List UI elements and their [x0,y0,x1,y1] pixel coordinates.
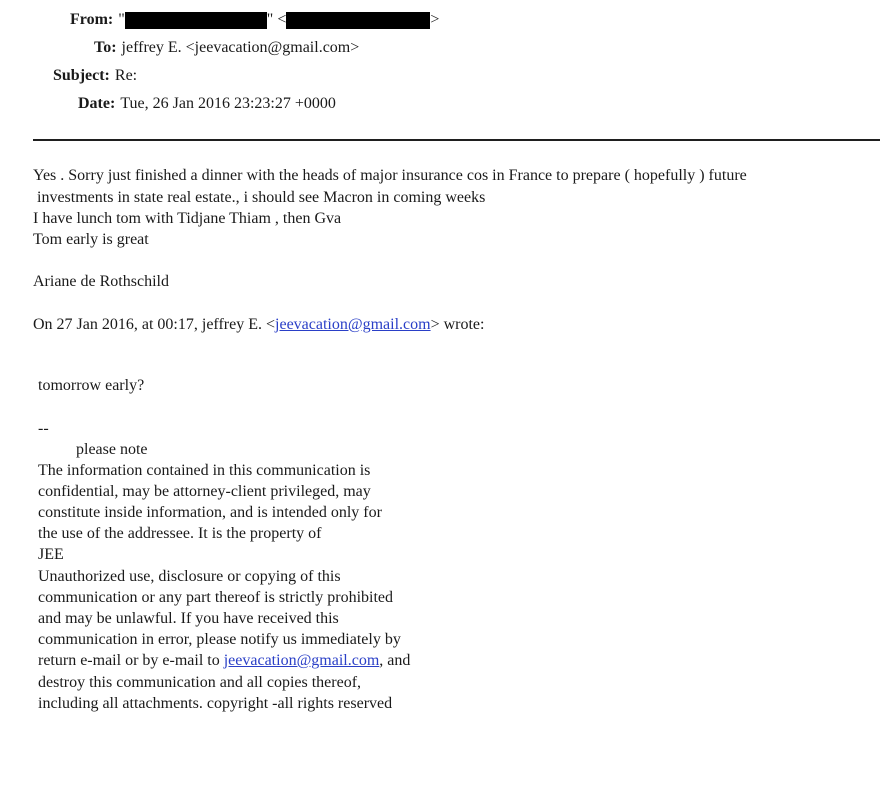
from-lt: < [277,11,287,28]
disclaimer-line: communication or any part thereof is strictly prohibited [38,589,394,606]
disclaimer-line: the use of the addressee. It is the property of [38,525,322,542]
reply-line: I have lunch tom with Tidjane Thiam , then Gva [33,210,342,227]
to-label: To: [94,39,117,56]
header-divider [33,139,880,141]
to-value: jeffrey E. <jeevacation@gmail.com> [121,39,360,56]
return-prefix: return e-mail or by e-mail to [38,652,224,669]
date-label: Date: [78,95,116,112]
redacted-sender-email [286,12,430,29]
note-heading: please note [76,441,148,458]
subject-value: Re: [114,67,138,84]
date-value: Tue, 26 Jan 2016 23:23:27 +0000 [120,95,336,112]
to-row [94,38,359,58]
reply-line: Yes . Sorry just finished a dinner with the heads of major insurance cos in France to prepare ( hopefully ) future [33,167,747,184]
disclaimer-line: destroy this communication and all copies thereof, [38,674,362,691]
signature: Ariane de Rothschild [33,273,169,290]
from-quote-open: " [118,11,125,28]
date-row [78,94,336,114]
return-email-line [38,651,410,671]
from-value [118,10,439,30]
disclaimer-line: communication in error, please notify us immediately by [38,631,401,648]
from-quote-close: " [266,11,274,28]
disclaimer-line: Unauthorized use, disclosure or copying of this [38,568,341,585]
quote-intro [33,315,484,335]
subject-row [53,66,137,86]
return-suffix: , and [379,652,411,669]
disclaimer-line: constitute inside information, and is intended only for [38,504,382,521]
subject-label: Subject: [53,67,110,84]
return-email-link[interactable]: jeevacation@gmail.com [223,652,380,669]
quoted-message: tomorrow early? [38,377,145,394]
quote-intro-prefix: On 27 Jan 2016, at 00:17, jeffrey E. < [33,316,276,333]
quote-intro-email-link[interactable]: jeevacation@gmail.com [275,316,431,333]
signature-separator: -- [38,420,49,437]
disclaimer-line: confidential, may be attorney-client privileged, may [38,483,371,500]
from-gt: > [430,11,440,28]
disclaimer-line: JEE [38,546,64,563]
from-row [70,10,439,30]
disclaimer-line: including all attachments. copyright -all rights reserved [38,695,393,712]
reply-line: investments in state real estate., i should see Macron in coming weeks [33,189,486,206]
redacted-sender-name [125,12,267,29]
reply-line: Tom early is great [33,231,149,248]
from-label: From: [70,11,114,28]
disclaimer-line: The information contained in this communication is [38,462,371,479]
disclaimer-line: and may be unlawful. If you have received this [38,610,339,627]
quote-intro-suffix: > wrote: [430,316,485,333]
